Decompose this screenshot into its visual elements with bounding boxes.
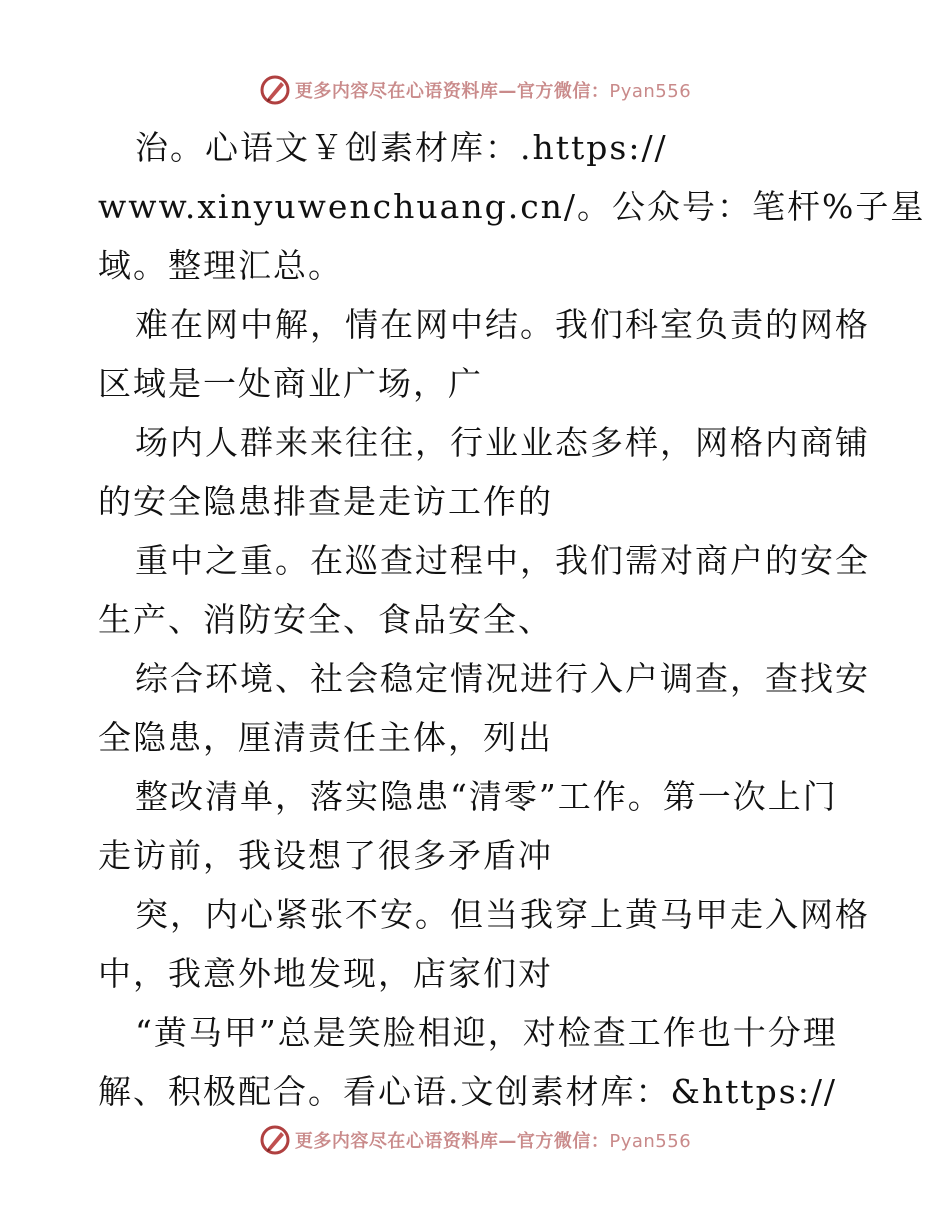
text-line: 走访前，我设想了很多矛盾冲	[98, 836, 553, 875]
banner-text: 更多内容尽在心语资料库—官方微信：Pyan556	[294, 81, 692, 102]
pen-logo-icon	[259, 1124, 291, 1156]
footer-banner	[0, 1120, 950, 1160]
header-banner	[0, 70, 950, 110]
text-line: 解、积极配合。看心语.文创素材库：&https://	[98, 1072, 838, 1111]
text-line: 域。整理汇总。	[98, 246, 343, 285]
text-line: 全隐患，厘清责任主体，列出	[98, 718, 553, 757]
text-line: “黄马甲”总是笑脸相迎，对检查工作也十分理	[135, 1013, 838, 1052]
text-line: 整改清单，落实隐患“清零”工作。第一次上门	[135, 777, 838, 816]
text-line: 综合环境、社会稳定情况进行入户调查，查找安	[135, 659, 870, 698]
text-line: 中，我意外地发现，店家们对	[98, 954, 553, 993]
text-line: 重中之重。在巡查过程中，我们需对商户的安全	[135, 541, 870, 580]
banner-text: 更多内容尽在心语资料库—官方微信：Pyan556	[294, 1131, 692, 1152]
text-line: 难在网中解，情在网中结。我们科室负责的网格	[135, 305, 870, 344]
text-line: 区域是一处商业广场，广	[98, 364, 483, 403]
text-line: 治。心语文￥创素材库：.https://	[135, 128, 668, 167]
text-line: 突，内心紧张不安。但当我穿上黄马甲走入网格	[135, 895, 870, 934]
document-body	[98, 118, 926, 1121]
text-line: 的安全隐患排查是走访工作的	[98, 482, 553, 521]
text-line: 场内人群来来往往，行业业态多样，网格内商铺	[135, 423, 870, 462]
pen-logo-icon	[259, 74, 291, 106]
text-line: 生产、消防安全、食品安全、	[98, 600, 553, 639]
text-line: www.xinyuwenchuang.cn/。公众号：笔杆%子星	[98, 187, 926, 226]
